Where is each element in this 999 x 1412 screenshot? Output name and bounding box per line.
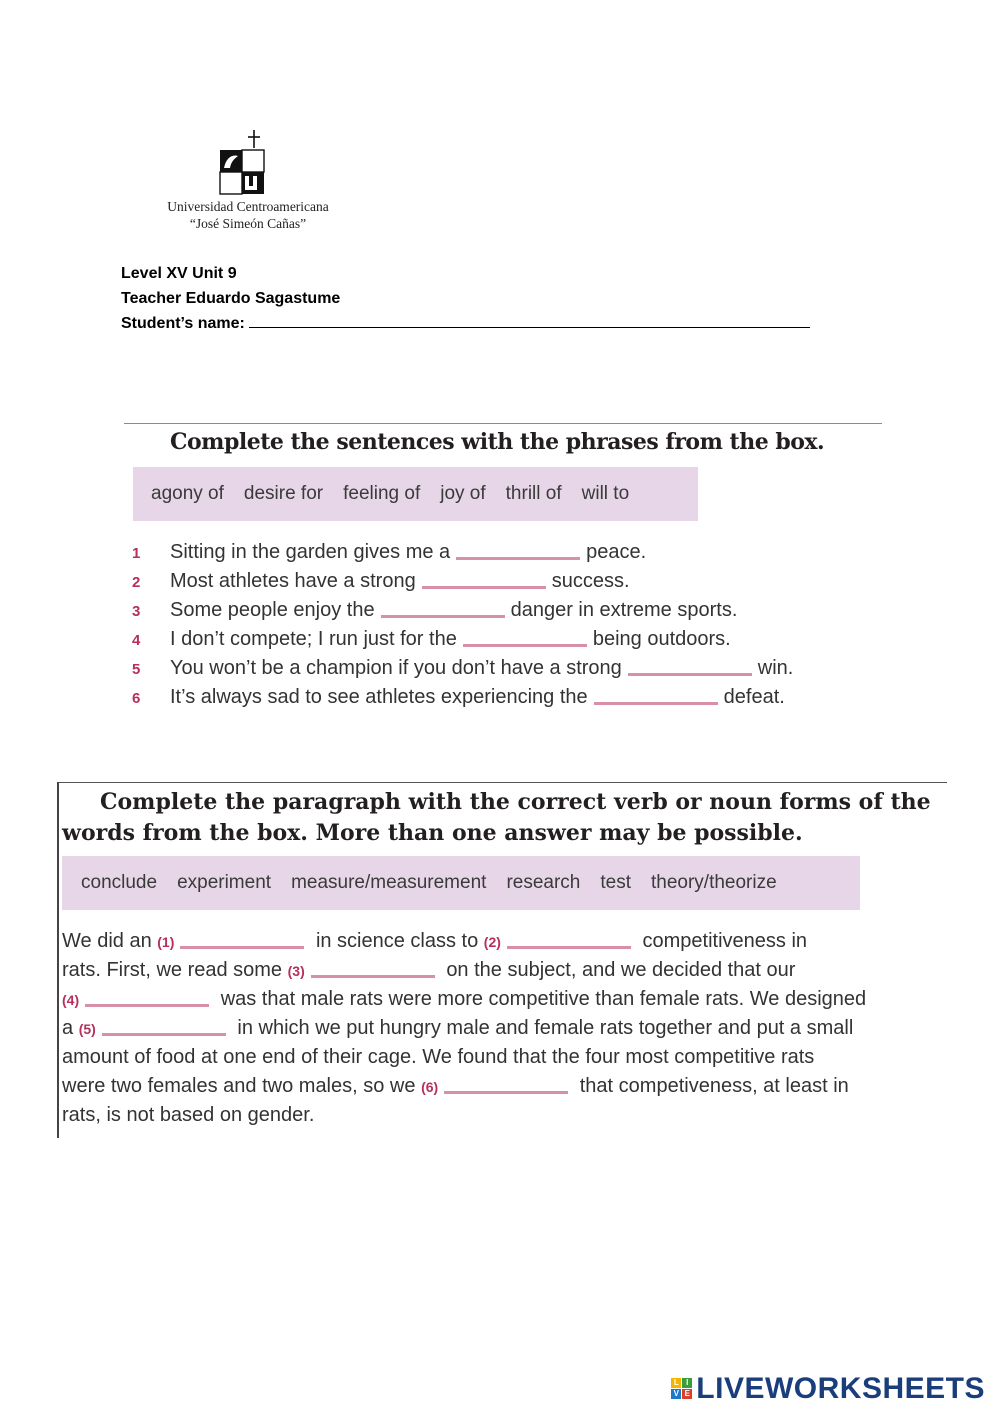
university-name-line2: “José Simeón Cañas” xyxy=(189,216,307,231)
sentence-number: 4 xyxy=(132,632,141,649)
blank-number: (4) xyxy=(62,992,80,1008)
answer-blank-4[interactable] xyxy=(463,644,587,647)
worksheet-header xyxy=(121,262,810,337)
paragraph-line xyxy=(62,1101,866,1130)
word-box-item: test xyxy=(600,872,631,893)
sentence-text-after: defeat. xyxy=(723,686,785,708)
exercise1-phrase-box xyxy=(133,467,698,521)
paragraph-line xyxy=(62,1014,866,1043)
sentence-text-after: win. xyxy=(757,657,794,679)
paragraph-line xyxy=(62,956,866,985)
phrase-box-item: will to xyxy=(581,483,630,504)
exercise2-left-border xyxy=(57,782,59,1138)
paragraph-blank-4[interactable] xyxy=(85,1004,209,1007)
sentence-2 xyxy=(132,567,630,596)
word-box-item: conclude xyxy=(81,872,158,893)
word-box-item: measure/measurement xyxy=(291,872,487,893)
paragraph-text: was that male rats were more competitive than female rats. We designed xyxy=(220,988,867,1010)
sentence-text-before: I don’t compete; I run just for the xyxy=(170,628,457,650)
paragraph-text: a xyxy=(62,1017,74,1039)
sentence-text-after: being outdoors. xyxy=(592,628,731,650)
phrase-box-item: joy of xyxy=(440,483,486,504)
paragraph-line xyxy=(62,1072,866,1101)
paragraph-blank-3[interactable] xyxy=(311,975,435,978)
phrase-box-item: desire for xyxy=(243,483,324,504)
word-box-item: experiment xyxy=(177,872,272,893)
paragraph-text: in science class to xyxy=(315,930,479,952)
paragraph-text: rats. First, we read some xyxy=(62,959,283,981)
word-box-item: theory/theorize xyxy=(650,872,777,893)
uca-emblem-icon xyxy=(218,128,268,196)
sentence-text-before: Most athletes have a strong xyxy=(170,570,416,592)
paragraph-blank-1[interactable] xyxy=(180,946,304,949)
sentence-5 xyxy=(132,654,793,683)
paragraph-text: were two females and two males, so we xyxy=(62,1075,416,1097)
paragraph-text: in which we put hungry male and female rats together and put a small xyxy=(237,1017,854,1039)
answer-blank-3[interactable] xyxy=(381,615,505,618)
brand-name: LIVEWORKSHEETS xyxy=(696,1372,985,1405)
sentence-1 xyxy=(132,538,646,567)
sentence-text-before: Sitting in the garden gives me a xyxy=(170,541,451,563)
sentence-text-before: It’s always sad to see athletes experiencing the xyxy=(170,686,588,708)
university-name-line1: Universidad Centroamericana xyxy=(167,199,329,214)
paragraph-blank-6[interactable] xyxy=(444,1091,568,1094)
paragraph-blank-5[interactable] xyxy=(102,1033,226,1036)
blank-number: (6) xyxy=(421,1079,439,1095)
student-name-row xyxy=(121,311,810,337)
paragraph-text: amount of food at one end of their cage. We found that the four most competitive rats xyxy=(62,1046,815,1068)
exercise2-title-line2: words from the box. More than one answer may be possible. xyxy=(62,820,803,846)
teacher-label: Teacher Eduardo Sagastume xyxy=(121,289,341,307)
word-box-item: research xyxy=(506,872,581,893)
blank-number: (1) xyxy=(157,934,175,950)
paragraph-text: rats, is not based on gender. xyxy=(62,1104,315,1126)
exercise2-word-box xyxy=(62,856,860,910)
paragraph-text: competitiveness in xyxy=(642,930,808,952)
paragraph-line xyxy=(62,1043,866,1072)
blank-number: (5) xyxy=(78,1021,96,1037)
paragraph-text: on the subject, and we decided that our xyxy=(446,959,796,981)
exercise2-title-line1: Complete the paragraph with the correct verb or noun forms of the xyxy=(100,789,931,815)
sentence-number: 1 xyxy=(132,545,141,562)
university-logo xyxy=(148,128,348,238)
level-label: Level XV Unit 9 xyxy=(121,265,237,282)
paragraph-text: We did an xyxy=(62,930,152,952)
sentence-text-after: danger in extreme sports. xyxy=(510,599,738,621)
sentence-4 xyxy=(132,625,731,654)
sentence-text-before: Some people enjoy the xyxy=(170,599,375,621)
sentence-text-after: peace. xyxy=(586,541,647,563)
answer-blank-5[interactable] xyxy=(628,673,752,676)
student-name-label: Student’s name: xyxy=(121,315,245,332)
exercise2-paragraph xyxy=(62,927,866,1130)
sentence-number: 5 xyxy=(132,661,141,678)
phrase-box-item: feeling of xyxy=(343,483,421,504)
paragraph-line xyxy=(62,927,866,956)
sentence-3 xyxy=(132,596,737,625)
student-name-field[interactable] xyxy=(249,311,810,328)
liveworksheets-brand[interactable] xyxy=(671,1372,985,1406)
sentence-text-after: success. xyxy=(551,570,630,592)
answer-blank-2[interactable] xyxy=(422,586,546,589)
exercise1-divider xyxy=(124,423,882,424)
paragraph-text: that competiveness, at least in xyxy=(579,1075,849,1097)
exercise2-title xyxy=(62,787,931,849)
paragraph-blank-2[interactable] xyxy=(507,946,631,949)
blank-number: (2) xyxy=(483,934,501,950)
answer-blank-1[interactable] xyxy=(456,557,580,560)
phrase-box-item: agony of xyxy=(151,483,224,504)
exercise1-title: Complete the sentences with the phrases from the box. xyxy=(170,429,825,455)
phrase-box-item: thrill of xyxy=(505,483,562,504)
sentence-6 xyxy=(132,683,785,712)
sentence-number: 6 xyxy=(132,690,141,707)
university-name xyxy=(148,198,348,232)
sentence-number: 2 xyxy=(132,574,141,591)
sentence-text-before: You won’t be a champion if you don’t have a strong xyxy=(170,657,622,679)
answer-blank-6[interactable] xyxy=(594,702,718,705)
paragraph-line xyxy=(62,985,866,1014)
blank-number: (3) xyxy=(287,963,305,979)
liveworksheets-logo-icon: L I V E xyxy=(671,1378,693,1400)
sentence-number: 3 xyxy=(132,603,141,620)
exercise2-top-border xyxy=(57,782,947,783)
